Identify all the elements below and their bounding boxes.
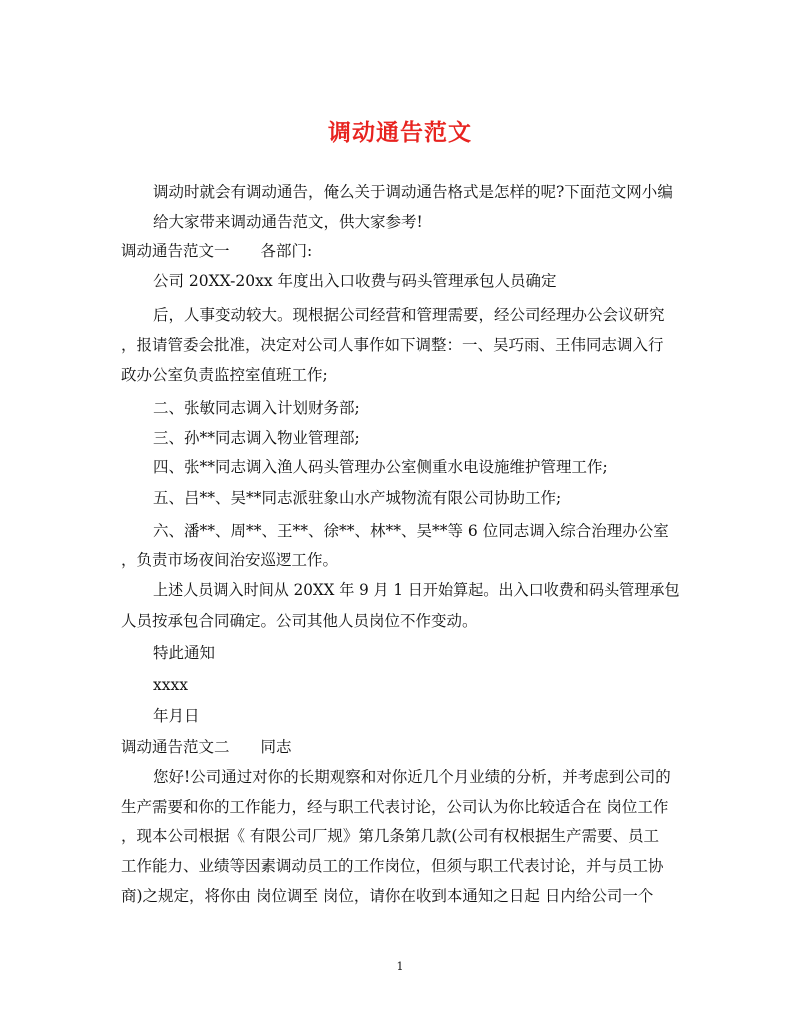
body-line: 年月日 — [153, 707, 200, 725]
body-line: 调动通告范文一 各部门: — [121, 242, 313, 260]
body-line: 三、孙**同志调入物业管理部; — [153, 429, 360, 447]
body-line: 政办公室负责监控室值班工作; — [121, 366, 328, 384]
body-line: 二、张敏同志调入计划财务部; — [153, 399, 360, 417]
body-line: 六、潘**、周**、王**、徐**、林**、吴**等 6 位同志调入综合治理办公室 — [153, 522, 669, 540]
body-line: 您好!公司通过对你的长期观察和对你近几个月业绩的分析，并考虑到公司的 — [153, 768, 671, 786]
body-line: 生产需要和你的工作能力，经与职工代表讨论，公司认为你比较适合在 岗位工作 — [121, 798, 669, 816]
page-number: 1 — [396, 960, 404, 973]
body-line: 工作能力、业绩等因素调动员工的工作岗位，但须与职工代表讨论，并与员工协 — [121, 857, 664, 875]
body-line: 四、张**同志调入渔人码头管理办公室侧重水电设施维护管理工作; — [153, 458, 608, 476]
body-line: 五、吕**、吴**同志派驻象山水产城物流有限公司协助工作; — [153, 489, 562, 507]
body-line: 调动时就会有调动通告，俺么关于调动通告格式是怎样的呢?下面范文网小编 — [153, 183, 673, 201]
body-line: 后，人事变动较大。现根据公司经营和管理需要，经公司经理办公会议研究 — [153, 306, 665, 324]
body-line: xxxx — [153, 676, 188, 694]
body-line: 人员按承包合同确定。公司其他人员岗位不作变动。 — [121, 612, 478, 630]
body-line: 上述人员调入时间从 20XX 年 9 月 1 日开始算起。出入口收费和码头管理承包 — [153, 581, 680, 599]
body-line: 给大家带来调动通告范文，供大家参考! — [153, 213, 423, 231]
body-line: 特此通知 — [153, 644, 216, 662]
body-line: 调动通告范文二 同志 — [121, 738, 292, 756]
body-line: ，报请管委会批准，决定对公司人事作如下调整：一、吴巧雨、王伟同志调入行 — [121, 336, 664, 354]
body-line: ，现本公司根据《 有限公司厂规》第几条第几款(公司有权根据生产需要、员工 — [121, 827, 659, 845]
body-line: 公司 20XX-20xx 年度出入口收费与码头管理承包人员确定 — [153, 272, 557, 290]
body-line: ，负责市场夜间治安巡逻工作。 — [121, 551, 339, 569]
body-line: 商)之规定，将你由 岗位调至 岗位，请你在收到本通知之日起 日内给公司一个 — [121, 887, 654, 905]
document-title: 调动通告范文 — [328, 119, 472, 146]
